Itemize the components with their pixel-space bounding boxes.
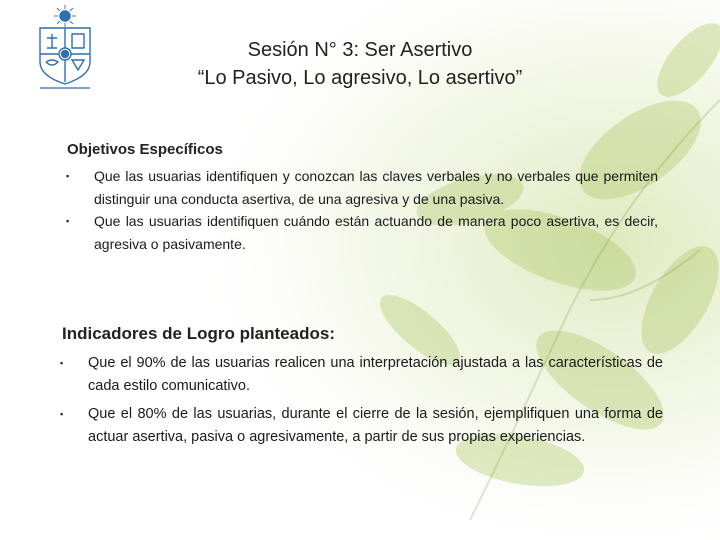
title-line-2: “Lo Pasivo, Lo agresivo, Lo asertivo” [197,67,523,89]
list-item [66,210,658,255]
bullet-icon: ▪ [60,409,64,419]
objetivos-heading: Objetivos Específicos [67,141,223,158]
title-line-1: Sesión N° 3: Ser Asertivo [247,39,473,61]
list-item-text: Que el 80% de las usuarias, durante el cierre de la sesión, ejemplifiquen una forma de actuar asertiva, pasiva o agresivamente, a partir de sus propias experiencias. [88,406,663,445]
university-crest-icon [34,4,96,90]
indicadores-list [60,352,663,449]
bullet-icon: ▪ [60,358,64,368]
list-item [60,403,663,449]
indicadores-heading: Indicadores de Logro planteados: [62,324,335,343]
list-item [60,352,663,398]
slide-title [120,36,600,92]
bullet-icon: ▪ [66,216,70,226]
objetivos-list [66,165,658,255]
list-item [66,165,658,210]
list-item-text: Que las usuarias identifiquen y conozcan las claves verbales y no verbales que permiten distinguir una conducta asertiva, de una agresiva y de una pasiva. [94,168,658,207]
list-item-text: Que el 90% de las usuarias realicen una interpretación ajustada a las características de cada estilo comunicativo. [88,355,663,394]
bullet-icon: ▪ [66,171,70,181]
list-item-text: Que las usuarias identifiquen cuándo están actuando de manera poco asertiva, es decir, agresiva o pasivamente. [94,213,658,252]
